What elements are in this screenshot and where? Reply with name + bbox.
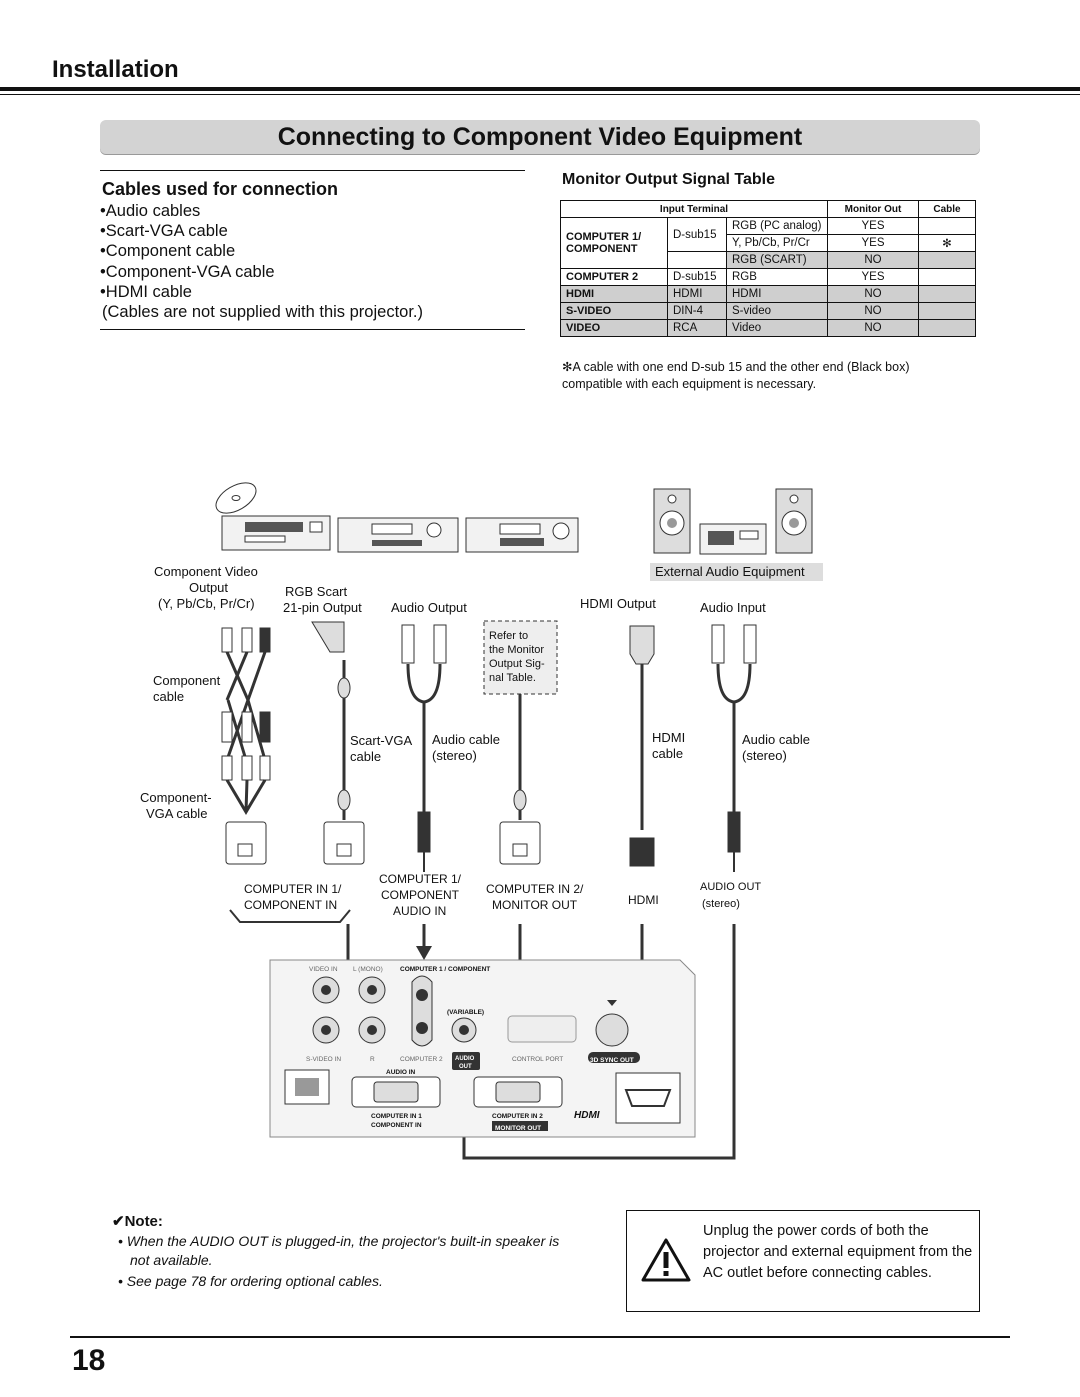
refer-note-3: Output Sig- [489,658,545,670]
panel-variable: (VARIABLE) [447,1009,485,1016]
rgb-scart-label-2: 21-pin Output [283,600,362,615]
panel-monitor-out: MONITOR OUT [495,1125,542,1132]
table-cell: VIDEO [561,320,668,337]
table-cell: HDMI [668,286,727,303]
list-item: •Component cable [100,242,236,261]
table-cell: HDMI [727,286,828,303]
table-cell: NO [828,252,919,269]
table-cell: RCA [668,320,727,337]
panel-computer1-component: COMPUTER 1 / COMPONENT [400,966,491,973]
section-title: Installation [52,56,179,83]
table-cell: S-VIDEO [561,303,668,320]
list-item: •Audio cables [100,202,201,220]
hdmi-cable [630,626,654,866]
rgb-scart-label: RGB Scart [285,584,348,599]
header-cable: Cable [919,201,976,218]
note-title: ✔Note: [112,1213,163,1230]
arrow-down-icon [416,946,432,960]
refer-note-4: nal Table. [489,672,536,684]
audio-input-label: Audio Input [700,600,766,615]
table-cell: RGB (SCART) [727,252,828,269]
table-cell: YES [828,269,919,286]
component-video-output-label: Component Video [154,564,258,579]
footer-rule [70,1336,1010,1338]
list-item: • See page 78 for ordering optional cables. [118,1273,383,1289]
external-audio-label: External Audio Equipment [655,564,805,579]
list-item: •Component-VGA cable [100,262,275,281]
scart-vga-cable-label-2: cable [350,749,382,764]
port-computer1-audio-3: AUDIO IN [393,904,447,918]
audio-cable-1-label-2: (stereo) [432,748,477,763]
dvd-player-icon [211,477,330,550]
table-cell: ✻ [919,235,976,252]
panel-control-port: CONTROL PORT [512,1056,564,1063]
amplifier-icon [700,524,766,554]
panel-hdmi-logo: HDMI [574,1110,600,1121]
table-heading: Monitor Output Signal Table [562,171,776,188]
speaker-right-icon [776,489,812,553]
component-video-output-label-3: (Y, Pb/Cb, Pr/Cr) [158,596,255,611]
panel-s-video-in: S-VIDEO IN [306,1056,342,1063]
header-monitor-out: Monitor Out [828,201,919,218]
warning-text: Unplug the power cords of both the projector and external equipment from the AC outlet before connecting cables. [703,1223,973,1281]
scart-vga-cable-label: Scart-VGA [350,733,413,748]
hdmi-cable-label-2: cable [652,746,684,761]
port-audio-out: AUDIO OUT [700,881,762,893]
component-vga-cable-label: Component- [140,790,212,805]
table-cell: D-sub15 [668,269,727,286]
refer-note-2: the Monitor [489,644,545,656]
component-plugs-top [222,628,270,864]
port-computer1-audio-2: COMPONENT [381,888,459,902]
panel-computer2: COMPUTER 2 [400,1056,443,1063]
panel-r: R [370,1056,375,1063]
table-cell: D-sub15 [668,218,727,252]
monitor-vga-cable [500,694,540,864]
port-monitor-out: MONITOR OUT [492,898,578,912]
cables-note: (Cables are not supplied with this projector.) [102,303,423,321]
panel-l-mono: L (MONO) [353,966,383,973]
port-computer1-audio: COMPUTER 1/ [379,872,462,886]
warning-box [626,1210,980,1312]
panel-computer-in1: COMPUTER IN 1 [371,1113,422,1120]
table-cell: NO [828,320,919,337]
component-vga-cable-label-2: VGA cable [146,806,208,821]
vcr-icon [338,518,458,552]
refer-note-1: Refer to [489,630,529,642]
table-cell: RGB [727,269,828,286]
table-footnote: ✻A cable with one end D-sub 15 and the other end (Black box) compatible with each equipment is necessary. [562,360,910,391]
panel-3d-sync-out: 3D SYNC OUT [590,1057,634,1064]
component-cable-label: Component [153,673,221,688]
list-item: • When the AUDIO OUT is plugged-in, the projector's built-in speaker is not available. [118,1233,560,1268]
table-cell: DIN-4 [668,303,727,320]
hdmi-output-label: HDMI Output [580,596,656,611]
audio-output-label: Audio Output [391,600,467,615]
page-title: Connecting to Component Video Equipment [100,120,980,154]
port-component-in: COMPONENT IN [244,898,338,912]
panel-audio-in: AUDIO IN [386,1069,416,1076]
port-hdmi: HDMI [628,893,659,907]
table-cell: NO [828,303,919,320]
warning-icon [641,1237,691,1283]
list-item: •Scart-VGA cable [100,222,228,241]
table-cell: RGB (PC analog) [727,218,828,235]
list-item: •HDMI cable [100,282,192,301]
table-cell: Y, Pb/Cb, Pr/Cr [727,235,828,252]
note-list [118,1232,578,1293]
table-cell: COMPUTER 2 [561,269,668,286]
component-cable-label-2: cable [153,689,185,704]
table-cell: COMPUTER 1/ COMPONENT [561,218,668,269]
table-cell: YES [828,218,919,235]
header-input-terminal: Input Terminal [561,201,828,218]
cables-heading: Cables used for connection [102,179,339,199]
hdmi-cable-label: HDMI [652,730,686,745]
speaker-left-icon [654,489,690,553]
port-audio-out-2: (stereo) [702,898,740,910]
port-computer-in1: COMPUTER IN 1/ [244,882,342,896]
table-cell: YES [828,235,919,252]
tuner-icon [466,518,578,552]
panel-audio-out: AUDIO [455,1056,475,1062]
audio-cable-2-label: Audio cable [742,732,810,747]
table-cell: HDMI [561,286,668,303]
projector-panel [270,960,695,1137]
page-number: 18 [72,1344,106,1377]
table-cell: Video [727,320,828,337]
component-video-output-label-2: Output [189,580,229,595]
audio-cable-1-label: Audio cable [432,732,500,747]
panel-audio-out-2: OUT [459,1064,472,1070]
port-computer-in2: COMPUTER IN 2/ [486,882,584,896]
table-cell: NO [828,286,919,303]
panel-component-in: COMPONENT IN [371,1122,422,1129]
audio-cable-2-label-2: (stereo) [742,748,787,763]
panel-computer-in2: COMPUTER IN 2 [492,1113,543,1120]
table-cell: S-video [727,303,828,320]
panel-video-in: VIDEO IN [309,966,338,973]
